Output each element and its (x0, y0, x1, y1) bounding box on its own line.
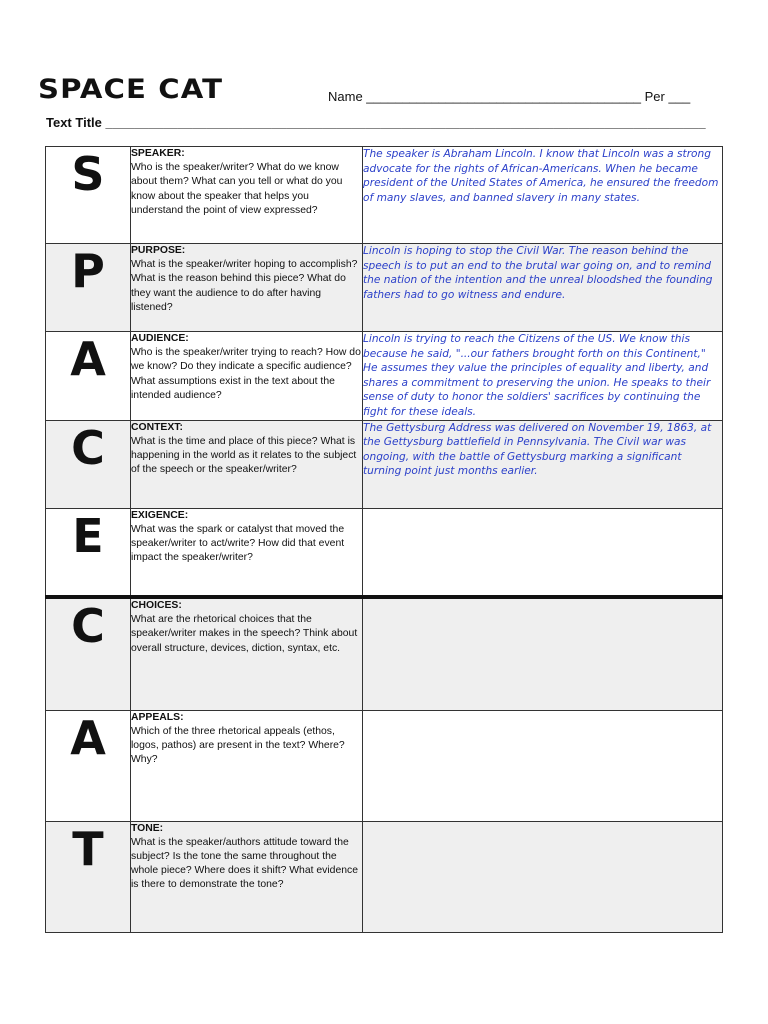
context-question: What is the time and place of this piece? What is happening in the world as it relates to the subject of the speech or the speaker/writer? (131, 435, 357, 476)
purpose-question: What is the speaker/writer hoping to accomplish? What is the reason behind this piece? What do they want the audience to do after having listened? (131, 259, 358, 313)
letter-e: E (46, 508, 131, 597)
row-context (46, 420, 723, 508)
text-title-line[interactable]: Text Title ___________________________________________________________________________________ (46, 115, 706, 130)
exigence-answer[interactable] (363, 508, 723, 597)
tone-answer[interactable] (363, 821, 723, 932)
speaker-question: Who is the speaker/writer? What do we know about them? What can you tell or what do you know about the speaker that helps you understand the point of view expressed? (131, 162, 343, 216)
letter-a-appeals: A (46, 710, 131, 821)
letter-s: S (46, 147, 131, 244)
letter-p: P (46, 244, 131, 332)
choices-heading: CHOICES: (131, 600, 182, 612)
letter-t: T (46, 821, 131, 932)
audience-answer[interactable]: Lincoln is trying to reach the Citizens of the US. We know this because he said, "...our fathers brought forth on this Continent," He assumes they value the principles of equality and liberty, and shares a commitment to preserving the union. He speaks to their sense of duty to honor the soldiers' sacrifices by continuing the fight for these ideals. (363, 332, 723, 421)
row-purpose (46, 244, 723, 332)
space-cat-table (45, 146, 723, 933)
speaker-answer[interactable]: The speaker is Abraham Lincoln. I know that Lincoln was a strong advocate for the rights of African-Americans. When he became president of the United States of America, he ensured the freedom of many slaves, and banned slavery in many states. (363, 147, 723, 244)
letter-a: A (46, 332, 131, 421)
name-period-line[interactable]: Name ______________________________________ Per ___ (328, 89, 691, 104)
appeals-question: Which of the three rhetorical appeals (ethos, logos, pathos) are present in the text? Where? Why? (131, 725, 345, 766)
context-prompt (131, 420, 363, 508)
exigence-prompt (131, 508, 363, 597)
speaker-heading: SPEAKER: (131, 148, 185, 159)
audience-heading: AUDIENCE: (131, 333, 189, 344)
letter-c-choices: C (46, 597, 131, 710)
purpose-answer[interactable]: Lincoln is hoping to stop the Civil War. The reason behind the speech is to put an end to the brutal war going on, and to remind the nation of the intention and the unreal bloodshed the founding fathers had to go witness and endure. (363, 244, 723, 332)
space-cat-logo: SPACE CAT (38, 74, 224, 105)
exigence-heading: EXIGENCE: (131, 509, 189, 521)
row-audience (46, 332, 723, 421)
exigence-question: What was the spark or catalyst that moved the speaker/writer to act/write? How did that event impact the speaker/writer? (131, 523, 345, 564)
purpose-prompt (131, 244, 363, 332)
choices-answer[interactable] (363, 597, 723, 710)
context-answer[interactable]: The Gettysburg Address was delivered on November 19, 1863, at the Gettysburg battlefield in Pennsylvania. The Civil war was ongoing, with the battle of Gettysburg marking a significant turning point just months earlier. (363, 420, 723, 508)
row-speaker (46, 147, 723, 244)
tone-question: What is the speaker/authors attitude toward the subject? Is the tone the same throughout the whole piece? Where does it shift? What evidence is there to demonstrate the tone? (131, 836, 358, 891)
row-tone (46, 821, 723, 932)
row-exigence (46, 508, 723, 597)
row-choices (46, 597, 723, 710)
letter-c: C (46, 420, 131, 508)
speaker-prompt (131, 147, 363, 244)
appeals-answer[interactable] (363, 710, 723, 821)
audience-prompt (131, 332, 363, 421)
audience-question: Who is the speaker/writer trying to reach? How do we know? Do they indicate a specific audience? What assumptions exist in the text about the intended audience? (131, 347, 361, 401)
appeals-prompt (131, 710, 363, 821)
tone-prompt (131, 821, 363, 932)
context-heading: CONTEXT: (131, 421, 183, 433)
purpose-heading: PURPOSE: (131, 245, 186, 256)
choices-question: What are the rhetorical choices that the speaker/writer makes in the speech? Think about overall structure, devices, diction, syntax, etc. (131, 614, 358, 654)
appeals-heading: APPEALS: (131, 711, 184, 723)
choices-prompt (131, 597, 363, 710)
tone-heading: TONE: (131, 822, 164, 834)
row-appeals (46, 710, 723, 821)
